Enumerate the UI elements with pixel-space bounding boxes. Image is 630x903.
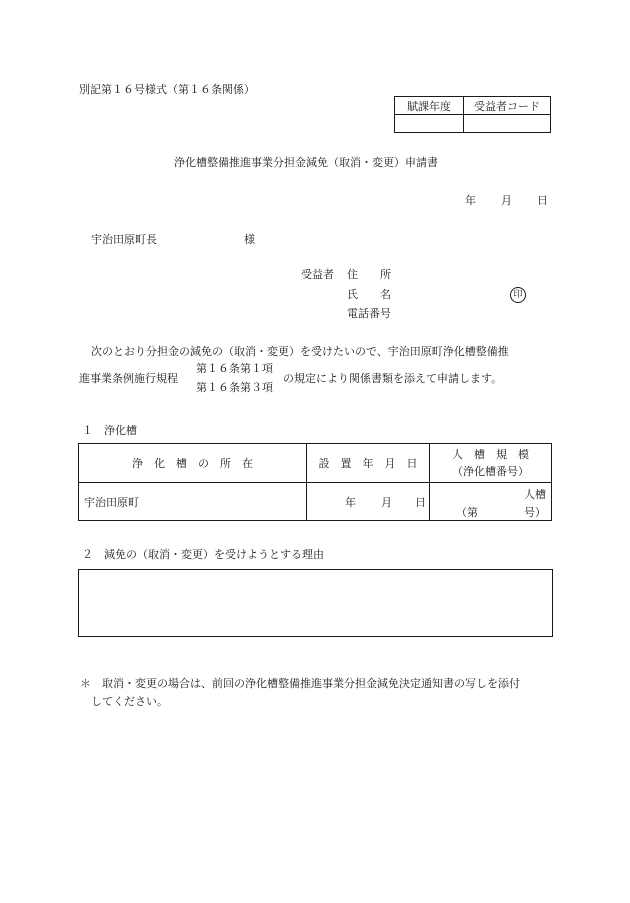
scale-cell[interactable] [430,483,552,521]
clause-option-a: 第１６条第１項 [196,362,273,375]
location-header [79,444,307,483]
install-date-cell[interactable] [307,483,430,521]
body-line-2-prefix: 進事業条例施行規程 [79,372,178,385]
phone-label: 電話番号 [347,307,391,320]
tank-number-open: （第 [456,506,478,519]
applicant-label: 受益者 [301,268,334,281]
addressee-name: 宇治田原町長 [91,233,157,246]
fiscal-year-header: 賦課年度 [395,97,464,115]
addressee-honorific: 様 [244,233,255,246]
septic-tank-table [78,443,552,521]
reason-box[interactable] [78,569,553,637]
date-day: 日 [537,194,548,207]
install-year-label: 年 [345,496,356,509]
install-month-label: 月 [381,496,392,509]
beneficiary-code-header: 受益者コード [464,97,551,115]
install-date-header [307,444,430,483]
section-1-heading: １ 浄化槽 [82,424,137,437]
name-label: 氏 名 [347,288,391,301]
form-number: 別記第１６号様式（第１６条関係） [79,83,255,96]
date-month: 月 [501,194,512,207]
location-cell[interactable] [79,483,307,521]
seal-label: 印 [513,290,523,300]
clause-option-b: 第１６条第３項 [196,381,273,394]
fiscal-year-field[interactable] [395,115,464,133]
beneficiary-code-field[interactable] [464,115,551,133]
date-year: 年 [465,194,476,207]
scale-header-line-1: 人 槽 規 模 [452,448,529,461]
section-2-heading: ２ 減免の（取消・変更）を受けようとする理由 [82,548,324,561]
tank-number-close: 号） [524,506,546,519]
body-line-1: 次のとおり分担金の減免の（取消・変更）を受けたいので、宇治田原町浄化槽整備推 [91,345,509,358]
location-header-label: 浄 化 槽 の 所 在 [132,457,253,470]
body-line-2-suffix: の規定により関係書類を添えて申請します。 [283,372,503,385]
document-title: 浄化槽整備推進事業分担金減免（取消・変更）申請書 [174,156,438,169]
address-label: 住 所 [347,268,391,281]
install-day-label: 日 [415,496,426,509]
scale-header-line-2: （浄化槽番号） [452,465,529,478]
code-table [394,96,551,133]
scale-unit-label: 人槽 [524,488,546,501]
note-line-1: ＊ 取消・変更の場合は、前回の浄化槽整備推進事業分担金減免決定通知書の写しを添付 [80,677,520,690]
install-date-header-label: 設 置 年 月 日 [318,457,418,470]
note-line-2: してください。 [91,695,168,708]
seal-icon [510,287,526,303]
location-value: 宇治田原町 [84,495,139,509]
scale-header [430,444,552,483]
